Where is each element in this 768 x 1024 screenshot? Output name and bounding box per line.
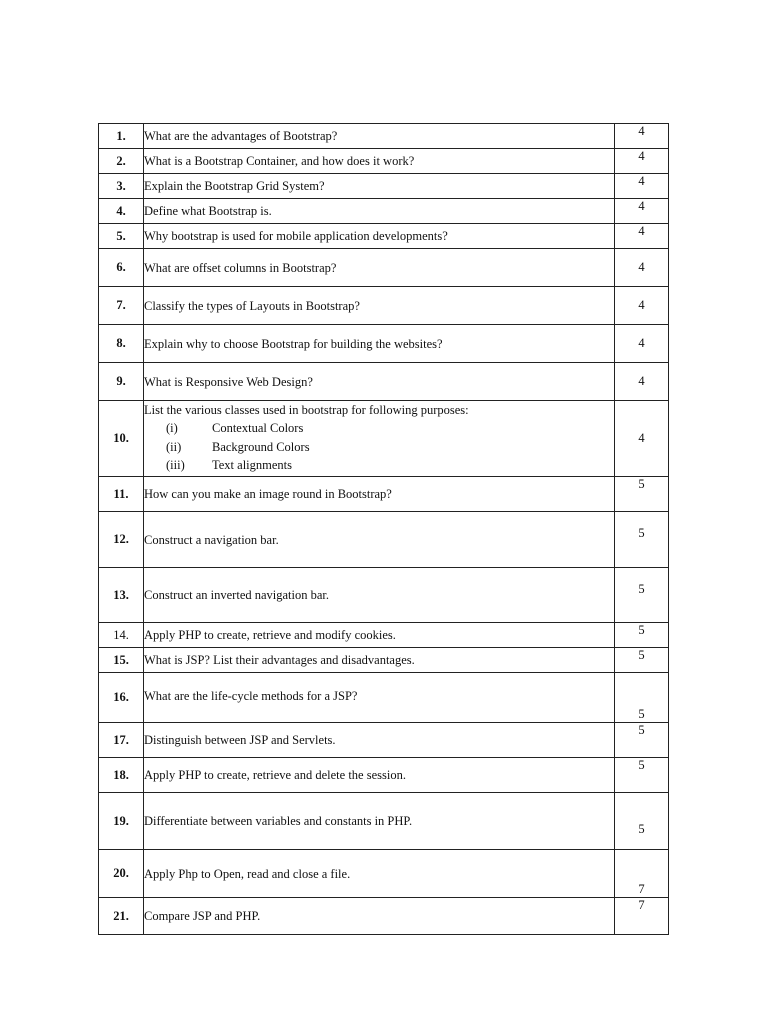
question-text: What are the advantages of Bootstrap? <box>144 124 615 149</box>
question-text: Classify the types of Layouts in Bootstrap? <box>144 287 615 325</box>
question-number: 15. <box>99 648 144 673</box>
question-text: How can you make an image round in Bootstrap? <box>144 477 615 512</box>
table-row <box>99 401 669 477</box>
question-text: Why bootstrap is used for mobile application developments? <box>144 224 615 249</box>
question-marks: 7 <box>615 850 669 898</box>
question-number: 14. <box>99 623 144 648</box>
sub-item <box>144 438 614 457</box>
question-number: 21. <box>99 898 144 935</box>
question-marks: 5 <box>615 623 669 648</box>
question-text: Explain the Bootstrap Grid System? <box>144 174 615 199</box>
table-row <box>99 149 669 174</box>
sub-item-label: (ii) <box>166 439 182 454</box>
sub-item-text: Background Colors <box>212 439 310 454</box>
question-number: 12. <box>99 512 144 568</box>
question-number: 18. <box>99 758 144 793</box>
question-marks: 5 <box>615 723 669 758</box>
table-row <box>99 793 669 850</box>
question-text: What are offset columns in Bootstrap? <box>144 249 615 287</box>
table-row <box>99 723 669 758</box>
question-marks: 5 <box>615 673 669 723</box>
table-row <box>99 648 669 673</box>
question-table <box>98 123 669 935</box>
question-marks: 4 <box>615 325 669 363</box>
sub-item <box>144 456 614 475</box>
sub-item-text: Contextual Colors <box>212 421 304 435</box>
question-number: 3. <box>99 174 144 199</box>
question-number: 20. <box>99 850 144 898</box>
question-text: Apply PHP to create, retrieve and delete the session. <box>144 758 615 793</box>
question-text: What is Responsive Web Design? <box>144 363 615 401</box>
table-row <box>99 850 669 898</box>
question-number: 8. <box>99 325 144 363</box>
question-number: 13. <box>99 568 144 623</box>
table-row <box>99 758 669 793</box>
question-marks: 4 <box>615 287 669 325</box>
question-text: Construct an inverted navigation bar. <box>144 568 615 623</box>
question-number: 7. <box>99 287 144 325</box>
question-marks: 5 <box>615 648 669 673</box>
table-row <box>99 199 669 224</box>
question-marks: 7 <box>615 898 669 935</box>
question-marks: 5 <box>615 512 669 568</box>
table-row <box>99 224 669 249</box>
table-row <box>99 898 669 935</box>
question-number: 1. <box>99 124 144 149</box>
question-text: Distinguish between JSP and Servlets. <box>144 723 615 758</box>
question-marks: 4 <box>615 249 669 287</box>
question-text: Apply PHP to create, retrieve and modify cookies. <box>144 623 615 648</box>
question-text: Define what Bootstrap is. <box>144 199 615 224</box>
question-number: 19. <box>99 793 144 850</box>
question-marks: 5 <box>615 568 669 623</box>
table-row <box>99 124 669 149</box>
table-row <box>99 249 669 287</box>
question-marks: 4 <box>615 124 669 149</box>
question-number: 17. <box>99 723 144 758</box>
question-marks: 5 <box>615 758 669 793</box>
question-text: Construct a navigation bar. <box>144 512 615 568</box>
table-row <box>99 477 669 512</box>
question-number: 5. <box>99 224 144 249</box>
question-number: 9. <box>99 363 144 401</box>
question-text: Apply Php to Open, read and close a file. <box>144 850 615 898</box>
question-number: 2. <box>99 149 144 174</box>
table-row <box>99 623 669 648</box>
question-marks: 4 <box>615 363 669 401</box>
question-text: What are the life-cycle methods for a JSP? <box>144 673 615 723</box>
table-row <box>99 363 669 401</box>
question-marks: 4 <box>615 149 669 174</box>
question-text: Explain why to choose Bootstrap for building the websites? <box>144 325 615 363</box>
question-text: Differentiate between variables and constants in PHP. <box>144 793 615 850</box>
question-number: 16. <box>99 673 144 723</box>
question-number: 6. <box>99 249 144 287</box>
sub-item-label: (i) <box>166 421 178 435</box>
question-number: 11. <box>99 477 144 512</box>
question-text <box>144 401 615 477</box>
question-heading: List the various classes used in bootstrap for following purposes: <box>144 403 469 417</box>
question-marks: 4 <box>615 224 669 249</box>
question-text: What is JSP? List their advantages and disadvantages. <box>144 648 615 673</box>
question-text: Compare JSP and PHP. <box>144 898 615 935</box>
table-row <box>99 568 669 623</box>
question-marks: 4 <box>615 199 669 224</box>
table-row <box>99 673 669 723</box>
table-row <box>99 325 669 363</box>
question-text: What is a Bootstrap Container, and how does it work? <box>144 149 615 174</box>
sub-item <box>144 419 614 438</box>
table-row <box>99 512 669 568</box>
sub-item-label: (iii) <box>166 458 185 472</box>
sub-item-text: Text alignments <box>212 458 293 472</box>
question-number: 4. <box>99 199 144 224</box>
question-number: 10. <box>99 401 144 477</box>
question-marks: 4 <box>615 174 669 199</box>
question-marks: 4 <box>615 401 669 477</box>
question-marks: 5 <box>615 477 669 512</box>
table-row <box>99 174 669 199</box>
table-row <box>99 287 669 325</box>
question-marks: 5 <box>615 793 669 850</box>
